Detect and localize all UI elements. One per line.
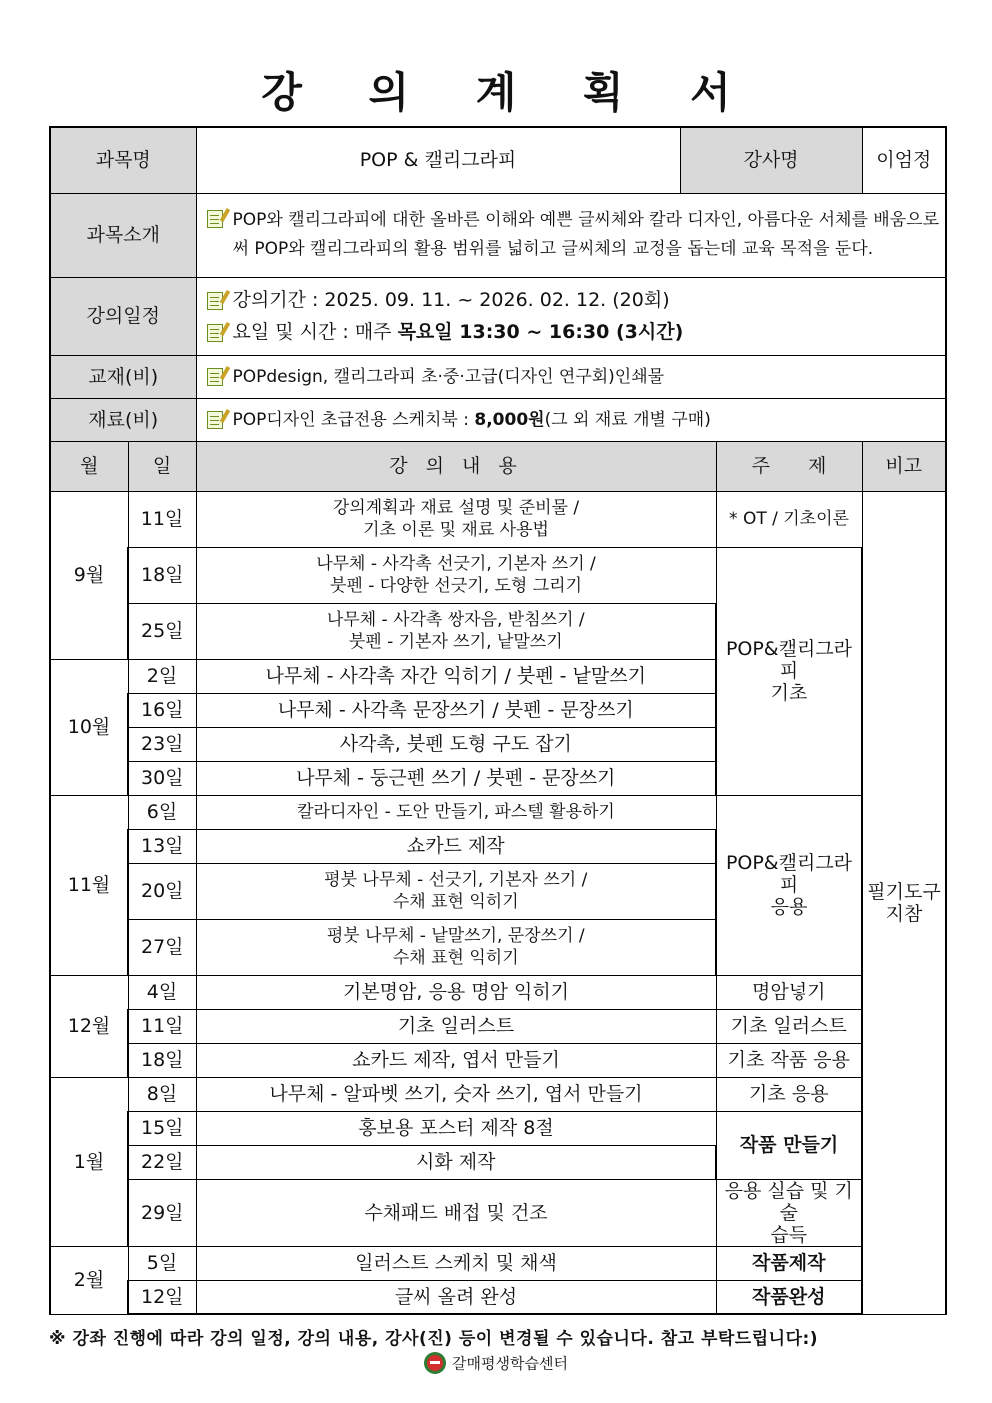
content-cell: 사각촉, 붓펜 도형 구도 잡기 xyxy=(196,727,716,761)
memo-icon xyxy=(207,368,223,386)
day-cell: 18일 xyxy=(128,1043,196,1077)
content-cell: 시화 제작 xyxy=(196,1145,716,1179)
topic-cell: 작품완성 xyxy=(716,1280,862,1314)
textbook-cell xyxy=(196,355,946,398)
month-cell: 12월 xyxy=(50,975,128,1077)
day-cell: 12일 xyxy=(128,1280,196,1314)
day-cell: 16일 xyxy=(128,693,196,727)
content-cell: 홍보용 포스터 제작 8절 xyxy=(196,1111,716,1145)
content-cell: 기본명암, 응용 명암 익히기 xyxy=(196,975,716,1009)
content-cell: 나무체 - 사각촉 자간 익히기 / 붓펜 - 낱말쓰기 xyxy=(196,659,716,693)
month-cell: 11월 xyxy=(50,795,128,975)
course-name: POP & 캘리그라피 xyxy=(196,127,680,193)
content-line: 평붓 나무체 - 낱말쓰기, 문장쓰기 / xyxy=(326,926,585,946)
lecture-plan-table xyxy=(49,126,947,1315)
course-label: 과목명 xyxy=(50,127,196,193)
header-day: 일 xyxy=(128,441,196,491)
content-cell xyxy=(196,863,716,919)
remarks-line: 필기도구 xyxy=(867,880,941,903)
day-cell: 29일 xyxy=(128,1179,196,1246)
content-line: 수채 표현 익히기 xyxy=(392,892,519,912)
remarks-cell xyxy=(862,491,946,1314)
textbook-text: POPdesign, 캘리그라피 초·중·고급(디자인 연구회)인쇄물 xyxy=(232,366,665,387)
memo-icon xyxy=(207,292,223,310)
day-cell: 15일 xyxy=(128,1111,196,1145)
content-cell: 글씨 올려 완성 xyxy=(196,1280,716,1314)
content-cell: 쇼카드 제작 xyxy=(196,829,716,863)
content-cell xyxy=(196,603,716,659)
day-cell: 27일 xyxy=(128,919,196,975)
topic-line: POP&캘리그라피 xyxy=(725,638,853,682)
header-topic: 주 제 xyxy=(716,441,862,491)
schedule-label: 강의일정 xyxy=(50,277,196,355)
day-cell: 2일 xyxy=(128,659,196,693)
topic-line: POP&캘리그라피 xyxy=(725,852,853,896)
schedule-time-prefix: 요일 및 시간 : 매주 xyxy=(232,321,398,343)
content-line: 붓펜 - 기본자 쓰기, 낱말쓰기 xyxy=(348,632,563,652)
topic-cell: * OT / 기초이론 xyxy=(716,491,862,547)
memo-icon xyxy=(207,324,223,342)
memo-icon xyxy=(207,411,223,429)
material-label: 재료(비) xyxy=(50,398,196,441)
instructor-name: 이엄정 xyxy=(862,127,946,193)
header-month: 월 xyxy=(50,441,128,491)
content-cell: 나무체 - 사각촉 문장쓰기 / 붓펜 - 문장쓰기 xyxy=(196,693,716,727)
content-line: 기초 이론 및 재료 사용법 xyxy=(363,520,549,540)
content-cell xyxy=(196,547,716,603)
org-logo-row xyxy=(0,1352,992,1374)
day-cell: 25일 xyxy=(128,603,196,659)
topic-line: 응용 실습 및 기술 xyxy=(724,1179,853,1224)
intro-label: 과목소개 xyxy=(50,193,196,277)
remarks-line: 지참 xyxy=(885,902,923,925)
content-line: 수채 표현 익히기 xyxy=(392,948,519,968)
topic-cell: 작품 만들기 xyxy=(716,1111,862,1179)
org-name: 갈매평생학습센터 xyxy=(452,1354,568,1373)
day-cell: 8일 xyxy=(128,1077,196,1111)
month-cell: 9월 xyxy=(50,491,128,659)
content-cell: 나무체 - 알파벳 쓰기, 숫자 쓰기, 엽서 만들기 xyxy=(196,1077,716,1111)
intro-cell xyxy=(196,193,946,277)
content-line: 나무체 - 사각촉 선긋기, 기본자 쓰기 / xyxy=(316,554,596,574)
content-cell xyxy=(196,491,716,547)
day-cell: 6일 xyxy=(128,795,196,829)
material-prefix: POP디자인 초급전용 스케치북 : xyxy=(232,409,475,430)
header-note: 비고 xyxy=(862,441,946,491)
material-suffix: (그 외 재료 개별 구매) xyxy=(544,409,711,430)
material-price: 8,000원 xyxy=(474,409,545,430)
topic-line: 기초 xyxy=(770,682,808,704)
content-cell xyxy=(196,919,716,975)
schedule-cell xyxy=(196,277,946,355)
topic-cell xyxy=(716,1179,862,1246)
day-cell: 22일 xyxy=(128,1145,196,1179)
footer-notice: ※ 강좌 진행에 따라 강의 일정, 강의 내용, 강사(진) 등이 변경될 수 있습니다. 참고 부탁드립니다:) xyxy=(49,1329,819,1349)
schedule-period: 강의기간 : 2025. 09. 11. ~ 2026. 02. 12. (20회) xyxy=(232,289,670,311)
textbook-label: 교재(비) xyxy=(50,355,196,398)
schedule-time: 목요일 13:30 ~ 16:30 (3시간) xyxy=(397,321,684,343)
day-cell: 23일 xyxy=(128,727,196,761)
topic-cell: 기초 작품 응용 xyxy=(716,1043,862,1077)
month-cell: 1월 xyxy=(50,1077,128,1246)
month-cell: 2월 xyxy=(50,1246,128,1314)
content-cell: 나무체 - 둥근펜 쓰기 / 붓펜 - 문장쓰기 xyxy=(196,761,716,795)
header-content: 강 의 내 용 xyxy=(196,441,716,491)
content-line: 강의계획과 재료 설명 및 준비물 / xyxy=(332,498,580,518)
content-cell: 일러스트 스케치 및 채색 xyxy=(196,1246,716,1280)
memo-icon xyxy=(207,210,223,228)
topic-line: 습득 xyxy=(770,1223,808,1246)
content-line: 평붓 나무체 - 선긋기, 기본자 쓰기 / xyxy=(324,870,588,890)
day-cell: 11일 xyxy=(128,491,196,547)
day-cell: 20일 xyxy=(128,863,196,919)
day-cell: 18일 xyxy=(128,547,196,603)
content-line: 나무체 - 사각촉 쌍자음, 받침쓰기 / xyxy=(326,610,585,630)
day-cell: 4일 xyxy=(128,975,196,1009)
topic-cell: 기초 응용 xyxy=(716,1077,862,1111)
content-cell: 기초 일러스트 xyxy=(196,1009,716,1043)
topic-line: 응용 xyxy=(770,896,808,918)
material-cell xyxy=(196,398,946,441)
day-cell: 30일 xyxy=(128,761,196,795)
instructor-label: 강사명 xyxy=(680,127,862,193)
topic-cell: 명암넣기 xyxy=(716,975,862,1009)
topic-cell: 작품제작 xyxy=(716,1246,862,1280)
day-cell: 5일 xyxy=(128,1246,196,1280)
month-cell: 10월 xyxy=(50,659,128,795)
org-logo-icon xyxy=(424,1352,446,1374)
topic-cell xyxy=(716,547,862,795)
topic-cell xyxy=(716,795,862,975)
day-cell: 13일 xyxy=(128,829,196,863)
day-cell: 11일 xyxy=(128,1009,196,1043)
document-title: 강 의 계 획 서 xyxy=(261,68,757,117)
content-cell: 칼라디자인 - 도안 만들기, 파스텔 활용하기 xyxy=(196,795,716,829)
topic-cell: 기초 일러스트 xyxy=(716,1009,862,1043)
content-cell: 수채패드 배접 및 건조 xyxy=(196,1179,716,1246)
content-line: 붓펜 - 다양한 선긋기, 도형 그리기 xyxy=(329,576,583,596)
intro-text: POP와 캘리그라피에 대한 올바른 이해와 예쁜 글씨체와 칼라 디자인, 아름다운 서체를 배움으로써 POP와 캘리그라피의 활용 범위를 넓히고 글씨체의 교정을 돕는데 교육 목적을 둔다. xyxy=(232,210,939,259)
content-cell: 쇼카드 제작, 엽서 만들기 xyxy=(196,1043,716,1077)
